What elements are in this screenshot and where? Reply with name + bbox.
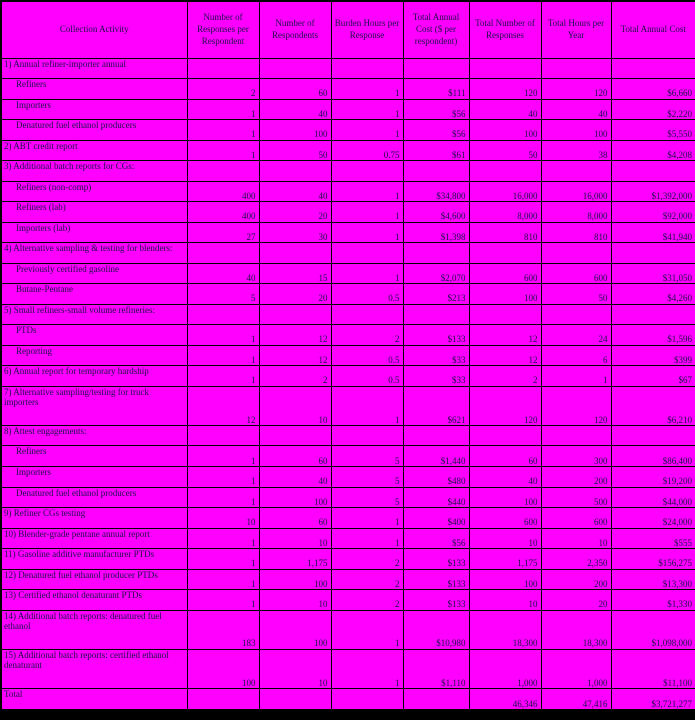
value-cell: 60 bbox=[259, 79, 331, 100]
value-cell: 10 bbox=[541, 528, 611, 549]
value-cell bbox=[403, 243, 469, 264]
value-cell: 1 bbox=[187, 528, 259, 549]
value-cell: 1 bbox=[331, 386, 403, 425]
value-cell: 24 bbox=[541, 325, 611, 346]
activity-label: Refiners (non-comp) bbox=[1, 181, 187, 202]
value-cell: $1,110 bbox=[403, 649, 469, 688]
value-cell: 183 bbox=[187, 610, 259, 649]
value-cell: 5 bbox=[331, 467, 403, 488]
value-cell: 0.5 bbox=[331, 345, 403, 366]
value-cell bbox=[611, 161, 695, 182]
value-cell: 100 bbox=[259, 610, 331, 649]
value-cell: 40 bbox=[259, 467, 331, 488]
activity-label: 9) Refiner CGs testing bbox=[1, 508, 187, 529]
value-cell: $11,100 bbox=[611, 649, 695, 688]
value-cell: $1,596 bbox=[611, 325, 695, 346]
value-cell bbox=[187, 425, 259, 446]
value-cell: 12 bbox=[259, 345, 331, 366]
value-cell: $4,260 bbox=[611, 284, 695, 305]
value-cell bbox=[403, 304, 469, 325]
value-cell: 810 bbox=[541, 222, 611, 243]
table-row bbox=[1, 425, 695, 446]
value-cell: 38 bbox=[541, 140, 611, 161]
table-row bbox=[1, 325, 695, 346]
value-cell: 47,416 bbox=[541, 689, 611, 710]
value-cell: $34,800 bbox=[403, 181, 469, 202]
value-cell: 40 bbox=[469, 467, 541, 488]
activity-label: 11) Gasoline additive manufacturer PTDs bbox=[1, 549, 187, 570]
value-cell bbox=[331, 689, 403, 710]
activity-label: 4) Alternative sampling & testing for blenders: bbox=[1, 243, 187, 264]
table-row bbox=[1, 569, 695, 590]
value-cell: $111 bbox=[403, 79, 469, 100]
activity-label: Denatured fuel ethanol producers bbox=[1, 120, 187, 141]
table-row bbox=[1, 243, 695, 264]
column-header: Total Hours per Year bbox=[541, 1, 611, 58]
value-cell: 60 bbox=[259, 508, 331, 529]
value-cell: $67 bbox=[611, 366, 695, 387]
value-cell: 2 bbox=[331, 590, 403, 611]
value-cell: 100 bbox=[541, 120, 611, 141]
value-cell bbox=[403, 689, 469, 710]
value-cell: 1 bbox=[187, 569, 259, 590]
value-cell: 1 bbox=[187, 487, 259, 508]
value-cell: 10 bbox=[259, 386, 331, 425]
activity-label: 10) Blender-grade pentane annual report bbox=[1, 528, 187, 549]
value-cell: $5,550 bbox=[611, 120, 695, 141]
value-cell bbox=[187, 58, 259, 79]
value-cell bbox=[541, 58, 611, 79]
value-cell: 1 bbox=[331, 120, 403, 141]
value-cell: 5 bbox=[331, 487, 403, 508]
value-cell bbox=[187, 243, 259, 264]
value-cell: $1,398 bbox=[403, 222, 469, 243]
value-cell: $13,300 bbox=[611, 569, 695, 590]
value-cell: 50 bbox=[469, 140, 541, 161]
value-cell: 120 bbox=[469, 386, 541, 425]
activity-label: Refiners bbox=[1, 446, 187, 467]
value-cell bbox=[259, 58, 331, 79]
value-cell: $4,208 bbox=[611, 140, 695, 161]
value-cell: 1 bbox=[331, 263, 403, 284]
value-cell: 500 bbox=[541, 487, 611, 508]
activity-label: Refiners (lab) bbox=[1, 202, 187, 223]
table-row bbox=[1, 649, 695, 688]
value-cell: 6 bbox=[541, 345, 611, 366]
value-cell: $56 bbox=[403, 120, 469, 141]
value-cell bbox=[331, 58, 403, 79]
table-row bbox=[1, 140, 695, 161]
table-row bbox=[1, 304, 695, 325]
value-cell: 1 bbox=[331, 649, 403, 688]
value-cell bbox=[259, 304, 331, 325]
activity-label: 8) Attest engagements: bbox=[1, 425, 187, 446]
value-cell: 600 bbox=[469, 263, 541, 284]
value-cell bbox=[541, 425, 611, 446]
activity-label: Denatured fuel ethanol producers bbox=[1, 487, 187, 508]
value-cell bbox=[541, 161, 611, 182]
activity-label: Importers bbox=[1, 99, 187, 120]
value-cell: 12 bbox=[259, 325, 331, 346]
value-cell: 16,000 bbox=[469, 181, 541, 202]
value-cell bbox=[331, 243, 403, 264]
value-cell: 1 bbox=[331, 508, 403, 529]
table-row bbox=[1, 386, 695, 425]
table-row bbox=[1, 222, 695, 243]
activity-label: Butane-Pentane bbox=[1, 284, 187, 305]
value-cell: 16,000 bbox=[541, 181, 611, 202]
table-row bbox=[1, 508, 695, 529]
value-cell: 50 bbox=[541, 284, 611, 305]
value-cell: 0.5 bbox=[331, 366, 403, 387]
activity-label: Importers (lab) bbox=[1, 222, 187, 243]
table-row bbox=[1, 58, 695, 79]
column-header: Total Annual Cost bbox=[611, 1, 695, 58]
value-cell: 46,346 bbox=[469, 689, 541, 710]
value-cell bbox=[259, 161, 331, 182]
value-cell: 1 bbox=[187, 467, 259, 488]
value-cell: $133 bbox=[403, 590, 469, 611]
value-cell: $41,940 bbox=[611, 222, 695, 243]
table-row bbox=[1, 610, 695, 649]
value-cell: $1,440 bbox=[403, 446, 469, 467]
value-cell: $56 bbox=[403, 528, 469, 549]
value-cell: 40 bbox=[541, 99, 611, 120]
value-cell: 30 bbox=[259, 222, 331, 243]
value-cell: $56 bbox=[403, 99, 469, 120]
value-cell: 1 bbox=[187, 325, 259, 346]
table-row bbox=[1, 181, 695, 202]
value-cell bbox=[469, 304, 541, 325]
column-header: Burden Hours per Response bbox=[331, 1, 403, 58]
value-cell bbox=[403, 425, 469, 446]
value-cell bbox=[403, 58, 469, 79]
value-cell: 1 bbox=[187, 99, 259, 120]
value-cell bbox=[331, 304, 403, 325]
activity-label: 13) Certified ethanol denaturant PTDs bbox=[1, 590, 187, 611]
activity-label: 7) Alternative sampling/testing for truck importers bbox=[1, 386, 187, 425]
value-cell: $3,721,277 bbox=[611, 689, 695, 710]
value-cell bbox=[611, 304, 695, 325]
table-row bbox=[1, 446, 695, 467]
value-cell: 1 bbox=[187, 590, 259, 611]
value-cell: 600 bbox=[541, 263, 611, 284]
value-cell: $156,275 bbox=[611, 549, 695, 570]
value-cell: 100 bbox=[469, 487, 541, 508]
value-cell: 10 bbox=[259, 528, 331, 549]
value-cell: 2 bbox=[259, 366, 331, 387]
value-cell: 100 bbox=[259, 120, 331, 141]
activity-label: 3) Additional batch reports for CGs: bbox=[1, 161, 187, 182]
activity-label: 12) Denatured fuel ethanol producer PTDs bbox=[1, 569, 187, 590]
value-cell: 1 bbox=[187, 120, 259, 141]
value-cell: 12 bbox=[187, 386, 259, 425]
value-cell: 40 bbox=[259, 181, 331, 202]
value-cell: 5 bbox=[331, 446, 403, 467]
value-cell: $440 bbox=[403, 487, 469, 508]
value-cell: $1,098,000 bbox=[611, 610, 695, 649]
value-cell: 1 bbox=[331, 528, 403, 549]
value-cell: $480 bbox=[403, 467, 469, 488]
value-cell: 100 bbox=[469, 569, 541, 590]
value-cell: 1 bbox=[187, 345, 259, 366]
value-cell: $33 bbox=[403, 345, 469, 366]
value-cell: 12 bbox=[469, 345, 541, 366]
activity-label: Previously certified gasoline bbox=[1, 263, 187, 284]
value-cell: $1,330 bbox=[611, 590, 695, 611]
value-cell bbox=[187, 689, 259, 710]
table-row bbox=[1, 549, 695, 570]
value-cell: 1 bbox=[331, 181, 403, 202]
value-cell: 18,300 bbox=[469, 610, 541, 649]
activity-label: Refiners bbox=[1, 79, 187, 100]
table-body bbox=[1, 58, 695, 710]
value-cell bbox=[469, 243, 541, 264]
table-row bbox=[1, 161, 695, 182]
column-header: Number of Responses per Respondent bbox=[187, 1, 259, 58]
value-cell: 1,175 bbox=[259, 549, 331, 570]
value-cell bbox=[403, 161, 469, 182]
value-cell: 1 bbox=[187, 140, 259, 161]
value-cell: $31,050 bbox=[611, 263, 695, 284]
value-cell: 400 bbox=[187, 181, 259, 202]
value-cell: $6,660 bbox=[611, 79, 695, 100]
value-cell bbox=[259, 243, 331, 264]
value-cell: 2 bbox=[331, 325, 403, 346]
header-row bbox=[1, 1, 695, 58]
value-cell: 1,000 bbox=[469, 649, 541, 688]
value-cell: 600 bbox=[541, 508, 611, 529]
column-header: Total Number of Responses bbox=[469, 1, 541, 58]
value-cell: 40 bbox=[469, 99, 541, 120]
value-cell: 2 bbox=[187, 79, 259, 100]
activity-label: 6) Annual report for temporary hardship bbox=[1, 366, 187, 387]
value-cell: $44,000 bbox=[611, 487, 695, 508]
value-cell: 100 bbox=[259, 487, 331, 508]
value-cell: 10 bbox=[469, 528, 541, 549]
value-cell bbox=[259, 689, 331, 710]
value-cell: 200 bbox=[541, 569, 611, 590]
value-cell: $133 bbox=[403, 569, 469, 590]
activity-label: 14) Additional batch reports: denatured fuel ethanol bbox=[1, 610, 187, 649]
value-cell: $400 bbox=[403, 508, 469, 529]
value-cell: 1 bbox=[331, 79, 403, 100]
value-cell: 18,300 bbox=[541, 610, 611, 649]
value-cell: 1 bbox=[331, 610, 403, 649]
value-cell: 60 bbox=[469, 446, 541, 467]
table-row bbox=[1, 202, 695, 223]
value-cell: 200 bbox=[541, 467, 611, 488]
value-cell: $24,000 bbox=[611, 508, 695, 529]
value-cell: 0.75 bbox=[331, 140, 403, 161]
value-cell: 60 bbox=[259, 446, 331, 467]
value-cell: 40 bbox=[187, 263, 259, 284]
value-cell: 120 bbox=[469, 79, 541, 100]
value-cell bbox=[611, 425, 695, 446]
activity-label: Importers bbox=[1, 467, 187, 488]
column-header: Number of Respondents bbox=[259, 1, 331, 58]
value-cell bbox=[611, 243, 695, 264]
value-cell: 1 bbox=[331, 202, 403, 223]
value-cell: 600 bbox=[469, 508, 541, 529]
table-row bbox=[1, 590, 695, 611]
value-cell: 10 bbox=[187, 508, 259, 529]
value-cell bbox=[611, 58, 695, 79]
value-cell: $19,200 bbox=[611, 467, 695, 488]
column-header: Total Annual Cost ($ per respondent) bbox=[403, 1, 469, 58]
value-cell: 2 bbox=[331, 549, 403, 570]
value-cell: 120 bbox=[541, 79, 611, 100]
value-cell bbox=[541, 304, 611, 325]
value-cell: 8,000 bbox=[541, 202, 611, 223]
activity-label: Reporting bbox=[1, 345, 187, 366]
table-row bbox=[1, 120, 695, 141]
value-cell: $133 bbox=[403, 549, 469, 570]
value-cell: 100 bbox=[469, 120, 541, 141]
value-cell: $10,980 bbox=[403, 610, 469, 649]
value-cell: 27 bbox=[187, 222, 259, 243]
value-cell: $4,600 bbox=[403, 202, 469, 223]
value-cell: $6,210 bbox=[611, 386, 695, 425]
value-cell: 300 bbox=[541, 446, 611, 467]
activity-label: PTDs bbox=[1, 325, 187, 346]
value-cell bbox=[331, 161, 403, 182]
value-cell: 400 bbox=[187, 202, 259, 223]
value-cell: $133 bbox=[403, 325, 469, 346]
table-row bbox=[1, 99, 695, 120]
value-cell: 8,000 bbox=[469, 202, 541, 223]
value-cell: 100 bbox=[469, 284, 541, 305]
value-cell: 100 bbox=[259, 569, 331, 590]
table-row bbox=[1, 528, 695, 549]
table-row bbox=[1, 487, 695, 508]
table-row bbox=[1, 79, 695, 100]
value-cell: $621 bbox=[403, 386, 469, 425]
value-cell bbox=[259, 425, 331, 446]
activity-label: 2) ABT credit report bbox=[1, 140, 187, 161]
table-row bbox=[1, 345, 695, 366]
value-cell: 10 bbox=[469, 590, 541, 611]
value-cell: 10 bbox=[259, 590, 331, 611]
value-cell: 1 bbox=[187, 446, 259, 467]
value-cell: 40 bbox=[259, 99, 331, 120]
activity-label: 5) Small refiners-small volume refineries: bbox=[1, 304, 187, 325]
value-cell: 1 bbox=[187, 366, 259, 387]
value-cell: $213 bbox=[403, 284, 469, 305]
value-cell: 50 bbox=[259, 140, 331, 161]
value-cell: $1,392,000 bbox=[611, 181, 695, 202]
value-cell: $399 bbox=[611, 345, 695, 366]
value-cell: $2,220 bbox=[611, 99, 695, 120]
value-cell: 15 bbox=[259, 263, 331, 284]
table-row bbox=[1, 263, 695, 284]
value-cell: 2 bbox=[331, 569, 403, 590]
value-cell: $61 bbox=[403, 140, 469, 161]
activity-label: Total bbox=[1, 689, 187, 710]
value-cell bbox=[541, 243, 611, 264]
value-cell: 1 bbox=[331, 99, 403, 120]
value-cell: 120 bbox=[541, 386, 611, 425]
value-cell: 20 bbox=[541, 590, 611, 611]
value-cell bbox=[187, 161, 259, 182]
value-cell bbox=[469, 161, 541, 182]
value-cell: $2,070 bbox=[403, 263, 469, 284]
total-row bbox=[1, 689, 695, 710]
value-cell: 10 bbox=[259, 649, 331, 688]
value-cell: 1 bbox=[331, 222, 403, 243]
table-row bbox=[1, 366, 695, 387]
table-row bbox=[1, 284, 695, 305]
value-cell: 20 bbox=[259, 284, 331, 305]
value-cell: $33 bbox=[403, 366, 469, 387]
value-cell bbox=[331, 425, 403, 446]
value-cell: 0.5 bbox=[331, 284, 403, 305]
value-cell: 100 bbox=[187, 649, 259, 688]
value-cell: 1 bbox=[541, 366, 611, 387]
column-header: Collection Activity bbox=[1, 1, 187, 58]
activity-label: 1) Annual refiner-importer annual bbox=[1, 58, 187, 79]
value-cell: 5 bbox=[187, 284, 259, 305]
value-cell: $555 bbox=[611, 528, 695, 549]
value-cell: $92,000 bbox=[611, 202, 695, 223]
value-cell bbox=[187, 304, 259, 325]
value-cell: 1,175 bbox=[469, 549, 541, 570]
value-cell: 12 bbox=[469, 325, 541, 346]
value-cell bbox=[469, 425, 541, 446]
value-cell: 810 bbox=[469, 222, 541, 243]
activity-label: 15) Additional batch reports: certified ethanol denaturant bbox=[1, 649, 187, 688]
value-cell: 2,350 bbox=[541, 549, 611, 570]
value-cell: 2 bbox=[469, 366, 541, 387]
value-cell bbox=[469, 58, 541, 79]
value-cell: 20 bbox=[259, 202, 331, 223]
value-cell: 1 bbox=[187, 549, 259, 570]
value-cell: $86,400 bbox=[611, 446, 695, 467]
value-cell: 1,000 bbox=[541, 649, 611, 688]
table-row bbox=[1, 467, 695, 488]
